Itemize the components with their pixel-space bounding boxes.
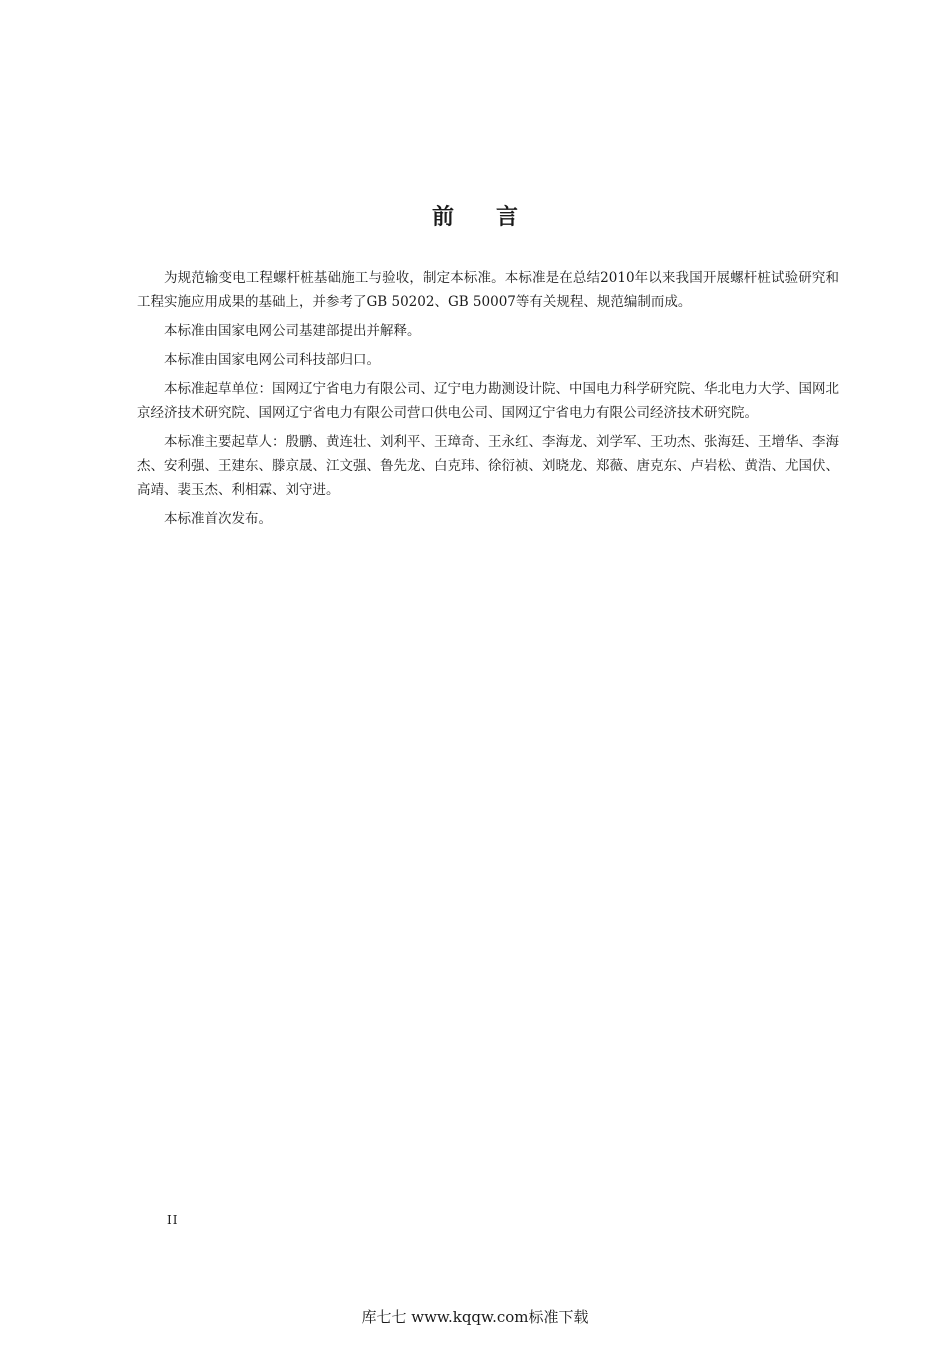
- paragraph-drafters: 本标准主要起草人：殷鹏、黄连壮、刘利平、王璋奇、王永红、李海龙、刘学军、王功杰、张海廷、王增华、李海杰、安利强、王建东、滕京晟、江文强、鲁先龙、白克玮、徐衍祯、刘晓龙、郑薇、唐克东、卢岩松、黄浩、尤国伏、高靖、裴玉杰、利相霖、刘守进。: [137, 434, 839, 498]
- paragraph-drafting-units: 本标准起草单位：国网辽宁省电力有限公司、辽宁电力勘测设计院、中国电力科学研究院、华北电力大学、国网北京经济技术研究院、国网辽宁省电力有限公司营口供电公司、国网辽宁省电力有限公司经济技术研究院。: [137, 381, 839, 421]
- paragraph-proposer: 本标准由国家电网公司基建部提出并解释。: [164, 323, 421, 339]
- paragraph-purpose: 为规范输变电工程螺杆桩基础施工与验收，制定本标准。本标准是在总结2010年以来我国开展螺杆桩试验研究和工程实施应用成果的基础上，并参考了GB 50202、GB 50007等有关规程、规范编制而成。: [137, 270, 839, 310]
- page-title: 前言: [431, 204, 560, 230]
- paragraph-first-release: 本标准首次发布。: [164, 511, 272, 527]
- paragraph-centralized-management: 本标准由国家电网公司科技部归口。: [164, 352, 380, 368]
- download-watermark: 库七七 www.kqqw.com标准下载: [361, 1308, 589, 1326]
- preface-body: [137, 266, 839, 536]
- page-number: II: [167, 1213, 179, 1227]
